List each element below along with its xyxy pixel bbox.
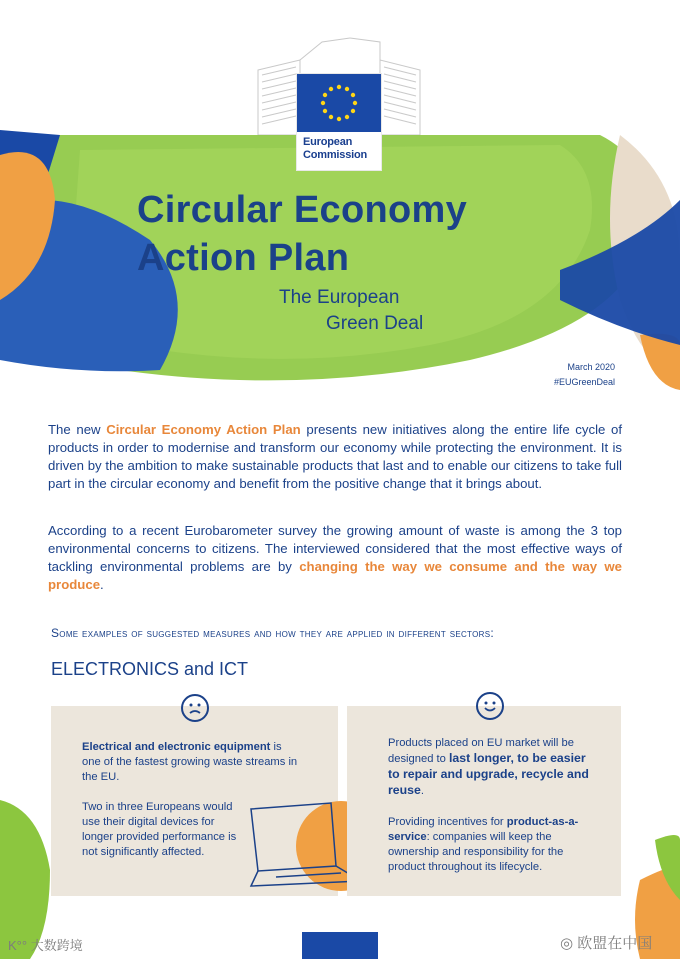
examples-heading: Some examples of suggested measures and how they are applied in different sectors: bbox=[51, 626, 494, 640]
title-line2: Action Plan bbox=[137, 237, 350, 279]
intro-p1-highlight: Circular Economy Action Plan bbox=[106, 422, 301, 437]
sad-face-icon bbox=[181, 694, 209, 722]
intro-p2-highlight: changing the way we consume and the way we produce bbox=[48, 559, 622, 592]
publication-date: March 2020 bbox=[567, 362, 615, 372]
happy-face-icon bbox=[476, 692, 504, 720]
intro-p1-start: The new bbox=[48, 422, 107, 437]
intro-p2-end: . bbox=[100, 577, 104, 592]
watermark-right-text: 欧盟在中国 bbox=[577, 935, 653, 952]
card-right-p1 bbox=[388, 736, 593, 799]
card-right-p2-end: : companies will keep the ownership and responsibility for the product throughout its lifecycle. bbox=[388, 831, 564, 873]
footer-bar bbox=[302, 932, 378, 959]
card-left-p1-rest: is one of the fastest growing waste streams in the EU. bbox=[82, 741, 298, 783]
sector-title: ELECTRONICS and ICT bbox=[51, 659, 249, 679]
page-title bbox=[137, 186, 467, 282]
card-problem bbox=[51, 706, 338, 896]
card-solution bbox=[347, 706, 621, 896]
intro-p1-end: presents new initiatives along the entire life cycle of products in order to modernise and transform our economy while protecting the environment. It is driven by the ambition to make sustainable products that last and to enable our citizens to take full part in the circular economy and benefit from the positive change that it brings about. bbox=[48, 422, 622, 491]
logo-line2: Commission bbox=[303, 149, 368, 161]
card-right-p1-end: . bbox=[420, 785, 424, 797]
logo-line1: European bbox=[303, 136, 353, 148]
intro-paragraph-1 bbox=[48, 421, 622, 493]
watermark-left bbox=[8, 935, 83, 954]
card-left-p1-bold: Electrical and electronic equipment bbox=[82, 741, 271, 753]
eu-flag-icon bbox=[297, 74, 381, 132]
watermark-left-text: 大数跨境 bbox=[30, 938, 83, 953]
card-right-p1-start: Products placed on EU market will be designed to bbox=[388, 737, 574, 765]
eu-commission-logo bbox=[297, 74, 381, 170]
intro-p2-start: According to a recent Eurobarometer survey the growing amount of waste is among the 3 top environmental concerns to citizens. The interviewed considered that the most effective ways of tackling environmental problems are by bbox=[48, 523, 622, 574]
intro-paragraph-2 bbox=[48, 522, 622, 594]
subtitle-line1: The European bbox=[279, 287, 400, 308]
card-right-p1-bold: last longer, to be easier to repair and upgrade, recycle and reuse bbox=[388, 751, 589, 797]
card-left-p1 bbox=[82, 740, 302, 785]
hashtag: #EUGreenDeal bbox=[553, 377, 615, 387]
watermark-right bbox=[560, 932, 652, 953]
card-right-p2-start: Providing incentives for bbox=[388, 816, 507, 828]
subtitle-line2: Green Deal bbox=[326, 313, 424, 334]
title-line1: Circular Economy bbox=[137, 189, 468, 231]
publication-meta bbox=[554, 360, 615, 390]
weibo-icon: ◎ bbox=[560, 935, 578, 952]
logo-text bbox=[303, 136, 367, 162]
watermark-logo-icon: K°° bbox=[8, 938, 31, 953]
card-right-p2-bold: product-as-a-service bbox=[388, 816, 579, 843]
card-left-p2: Two in three Europeans would use their digital devices for longer provided performance is not significantly affected. bbox=[82, 801, 237, 858]
card-right-p2 bbox=[388, 815, 588, 875]
